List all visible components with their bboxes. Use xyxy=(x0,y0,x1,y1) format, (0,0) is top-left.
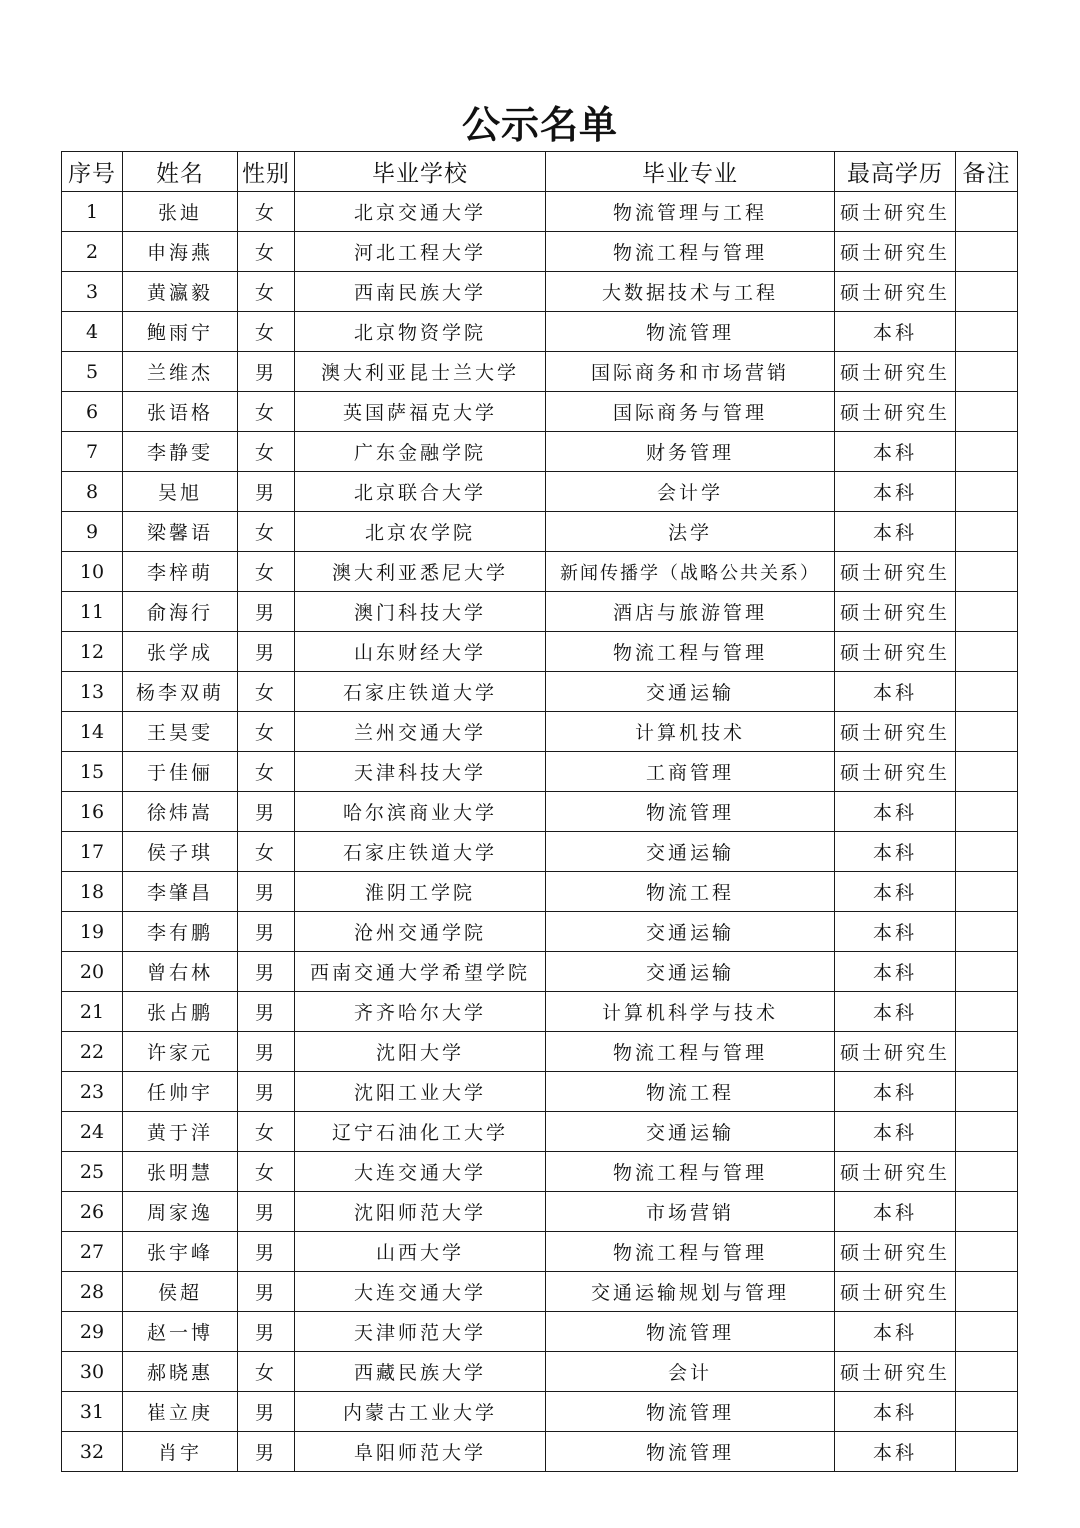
cell-remark xyxy=(956,792,1018,832)
cell-remark xyxy=(956,1192,1018,1232)
cell-school: 阜阳师范大学 xyxy=(295,1432,546,1472)
cell-seq: 5 xyxy=(62,352,123,392)
cell-seq: 29 xyxy=(62,1312,123,1352)
cell-major: 物流管理 xyxy=(546,1392,835,1432)
cell-seq: 13 xyxy=(62,672,123,712)
cell-school: 沧州交通学院 xyxy=(295,912,546,952)
cell-school: 齐齐哈尔大学 xyxy=(295,992,546,1032)
cell-remark xyxy=(956,912,1018,952)
cell-seq: 18 xyxy=(62,872,123,912)
cell-seq: 6 xyxy=(62,392,123,432)
cell-name: 兰维杰 xyxy=(123,352,238,392)
cell-remark xyxy=(956,592,1018,632)
cell-school: 内蒙古工业大学 xyxy=(295,1392,546,1432)
cell-name: 崔立庚 xyxy=(123,1392,238,1432)
cell-gender: 男 xyxy=(238,592,295,632)
table-row xyxy=(62,832,1018,872)
cell-degree: 硕士研究生 xyxy=(835,272,956,312)
cell-school: 西南交通大学希望学院 xyxy=(295,952,546,992)
cell-major: 市场营销 xyxy=(546,1192,835,1232)
cell-school: 澳门科技大学 xyxy=(295,592,546,632)
cell-remark xyxy=(956,752,1018,792)
cell-major: 物流工程 xyxy=(546,1072,835,1112)
cell-gender: 男 xyxy=(238,632,295,672)
cell-seq: 14 xyxy=(62,712,123,752)
table-row xyxy=(62,1272,1018,1312)
cell-school: 西南民族大学 xyxy=(295,272,546,312)
cell-gender: 女 xyxy=(238,1112,295,1152)
cell-school: 英国萨福克大学 xyxy=(295,392,546,432)
cell-school: 石家庄铁道大学 xyxy=(295,672,546,712)
cell-remark xyxy=(956,1352,1018,1392)
cell-school: 山东财经大学 xyxy=(295,632,546,672)
cell-remark xyxy=(956,432,1018,472)
cell-gender: 女 xyxy=(238,832,295,872)
cell-major: 会计 xyxy=(546,1352,835,1392)
cell-degree: 硕士研究生 xyxy=(835,1152,956,1192)
cell-school: 辽宁石油化工大学 xyxy=(295,1112,546,1152)
cell-school: 哈尔滨商业大学 xyxy=(295,792,546,832)
cell-remark xyxy=(956,552,1018,592)
cell-name: 鲍雨宁 xyxy=(123,312,238,352)
cell-remark xyxy=(956,472,1018,512)
cell-gender: 男 xyxy=(238,1072,295,1112)
cell-name: 侯子琪 xyxy=(123,832,238,872)
cell-name: 李静雯 xyxy=(123,432,238,472)
cell-name: 梁馨语 xyxy=(123,512,238,552)
cell-gender: 男 xyxy=(238,952,295,992)
cell-major: 物流管理 xyxy=(546,792,835,832)
cell-degree: 硕士研究生 xyxy=(835,1032,956,1072)
cell-remark xyxy=(956,1312,1018,1352)
table-row xyxy=(62,952,1018,992)
cell-gender: 男 xyxy=(238,792,295,832)
cell-seq: 17 xyxy=(62,832,123,872)
cell-remark xyxy=(956,312,1018,352)
cell-gender: 女 xyxy=(238,192,295,232)
cell-major: 工商管理 xyxy=(546,752,835,792)
cell-degree: 硕士研究生 xyxy=(835,392,956,432)
cell-major: 物流工程与管理 xyxy=(546,1032,835,1072)
header-name: 姓名 xyxy=(123,152,238,192)
cell-name: 张语格 xyxy=(123,392,238,432)
cell-name: 俞海行 xyxy=(123,592,238,632)
cell-degree: 本科 xyxy=(835,792,956,832)
table-body xyxy=(62,192,1018,1472)
cell-name: 张学成 xyxy=(123,632,238,672)
table-row xyxy=(62,512,1018,552)
cell-major: 物流管理与工程 xyxy=(546,192,835,232)
header-degree: 最高学历 xyxy=(835,152,956,192)
cell-major: 国际商务和市场营销 xyxy=(546,352,835,392)
cell-degree: 硕士研究生 xyxy=(835,352,956,392)
cell-degree: 本科 xyxy=(835,472,956,512)
cell-school: 河北工程大学 xyxy=(295,232,546,272)
cell-school: 大连交通大学 xyxy=(295,1272,546,1312)
table-row xyxy=(62,912,1018,952)
cell-degree: 本科 xyxy=(835,992,956,1032)
cell-remark xyxy=(956,632,1018,672)
cell-name: 李梓萌 xyxy=(123,552,238,592)
cell-name: 侯超 xyxy=(123,1272,238,1312)
table-row xyxy=(62,992,1018,1032)
cell-gender: 男 xyxy=(238,1032,295,1072)
cell-seq: 8 xyxy=(62,472,123,512)
table-row xyxy=(62,432,1018,472)
cell-gender: 女 xyxy=(238,232,295,272)
cell-major: 物流管理 xyxy=(546,1312,835,1352)
cell-degree: 硕士研究生 xyxy=(835,552,956,592)
cell-seq: 21 xyxy=(62,992,123,1032)
cell-seq: 20 xyxy=(62,952,123,992)
cell-degree: 硕士研究生 xyxy=(835,1352,956,1392)
cell-degree: 硕士研究生 xyxy=(835,752,956,792)
table-row xyxy=(62,1432,1018,1472)
cell-name: 李肇昌 xyxy=(123,872,238,912)
cell-degree: 本科 xyxy=(835,1072,956,1112)
cell-major: 交通运输 xyxy=(546,832,835,872)
cell-seq: 30 xyxy=(62,1352,123,1392)
cell-major: 大数据技术与工程 xyxy=(546,272,835,312)
cell-seq: 10 xyxy=(62,552,123,592)
cell-remark xyxy=(956,952,1018,992)
table-row xyxy=(62,632,1018,672)
cell-school: 沈阳大学 xyxy=(295,1032,546,1072)
cell-school: 西藏民族大学 xyxy=(295,1352,546,1392)
cell-remark xyxy=(956,1272,1018,1312)
cell-gender: 女 xyxy=(238,1152,295,1192)
table-header xyxy=(62,152,1018,192)
cell-degree: 本科 xyxy=(835,1192,956,1232)
cell-name: 李有鹏 xyxy=(123,912,238,952)
cell-seq: 27 xyxy=(62,1232,123,1272)
cell-major: 新闻传播学（战略公共关系） xyxy=(546,552,835,592)
cell-gender: 男 xyxy=(238,1312,295,1352)
cell-school: 兰州交通大学 xyxy=(295,712,546,752)
cell-gender: 女 xyxy=(238,672,295,712)
cell-gender: 男 xyxy=(238,1192,295,1232)
cell-name: 任帅宇 xyxy=(123,1072,238,1112)
cell-seq: 26 xyxy=(62,1192,123,1232)
cell-major: 交通运输 xyxy=(546,952,835,992)
cell-seq: 23 xyxy=(62,1072,123,1112)
cell-major: 物流管理 xyxy=(546,312,835,352)
cell-name: 张明慧 xyxy=(123,1152,238,1192)
cell-remark xyxy=(956,1032,1018,1072)
cell-school: 北京联合大学 xyxy=(295,472,546,512)
header-major: 毕业专业 xyxy=(546,152,835,192)
cell-remark xyxy=(956,1072,1018,1112)
cell-school: 石家庄铁道大学 xyxy=(295,832,546,872)
cell-seq: 11 xyxy=(62,592,123,632)
table-row xyxy=(62,792,1018,832)
table-row xyxy=(62,592,1018,632)
cell-name: 许家元 xyxy=(123,1032,238,1072)
header-row xyxy=(62,152,1018,192)
cell-seq: 22 xyxy=(62,1032,123,1072)
table-row xyxy=(62,1152,1018,1192)
cell-school: 沈阳师范大学 xyxy=(295,1192,546,1232)
cell-gender: 男 xyxy=(238,1272,295,1312)
cell-major: 交通运输规划与管理 xyxy=(546,1272,835,1312)
cell-school: 天津师范大学 xyxy=(295,1312,546,1352)
cell-degree: 本科 xyxy=(835,872,956,912)
cell-gender: 女 xyxy=(238,432,295,472)
cell-gender: 女 xyxy=(238,392,295,432)
cell-degree: 硕士研究生 xyxy=(835,1272,956,1312)
cell-seq: 9 xyxy=(62,512,123,552)
cell-major: 物流工程与管理 xyxy=(546,632,835,672)
cell-degree: 本科 xyxy=(835,512,956,552)
table-row xyxy=(62,232,1018,272)
cell-gender: 女 xyxy=(238,752,295,792)
cell-degree: 本科 xyxy=(835,672,956,712)
cell-degree: 本科 xyxy=(835,1432,956,1472)
cell-remark xyxy=(956,352,1018,392)
cell-school: 山西大学 xyxy=(295,1232,546,1272)
cell-remark xyxy=(956,192,1018,232)
cell-school: 北京交通大学 xyxy=(295,192,546,232)
table-row xyxy=(62,1192,1018,1232)
cell-major: 财务管理 xyxy=(546,432,835,472)
cell-gender: 男 xyxy=(238,472,295,512)
table-row xyxy=(62,1032,1018,1072)
cell-major: 计算机技术 xyxy=(546,712,835,752)
cell-gender: 男 xyxy=(238,992,295,1032)
cell-major: 物流工程与管理 xyxy=(546,1152,835,1192)
cell-major: 国际商务与管理 xyxy=(546,392,835,432)
cell-name: 于佳俪 xyxy=(123,752,238,792)
header-remark: 备注 xyxy=(956,152,1018,192)
cell-seq: 24 xyxy=(62,1112,123,1152)
cell-degree: 本科 xyxy=(835,432,956,472)
table-row xyxy=(62,552,1018,592)
cell-gender: 男 xyxy=(238,872,295,912)
table-row xyxy=(62,1232,1018,1272)
cell-degree: 硕士研究生 xyxy=(835,592,956,632)
cell-name: 徐炜嵩 xyxy=(123,792,238,832)
cell-name: 黄瀛毅 xyxy=(123,272,238,312)
cell-gender: 女 xyxy=(238,552,295,592)
cell-school: 天津科技大学 xyxy=(295,752,546,792)
cell-seq: 7 xyxy=(62,432,123,472)
cell-remark xyxy=(956,832,1018,872)
table-row xyxy=(62,1352,1018,1392)
table-row xyxy=(62,312,1018,352)
cell-gender: 女 xyxy=(238,312,295,352)
cell-remark xyxy=(956,672,1018,712)
cell-name: 申海燕 xyxy=(123,232,238,272)
page-title: 公示名单 xyxy=(461,103,618,147)
cell-degree: 本科 xyxy=(835,1392,956,1432)
cell-remark xyxy=(956,712,1018,752)
cell-degree: 本科 xyxy=(835,1112,956,1152)
cell-degree: 本科 xyxy=(835,1312,956,1352)
cell-school: 澳大利亚悉尼大学 xyxy=(295,552,546,592)
cell-degree: 硕士研究生 xyxy=(835,1232,956,1272)
cell-school: 北京农学院 xyxy=(295,512,546,552)
cell-seq: 3 xyxy=(62,272,123,312)
cell-major: 物流工程与管理 xyxy=(546,232,835,272)
cell-remark xyxy=(956,392,1018,432)
table-row xyxy=(62,872,1018,912)
table-row xyxy=(62,1312,1018,1352)
cell-major: 会计学 xyxy=(546,472,835,512)
cell-major: 物流工程与管理 xyxy=(546,1232,835,1272)
cell-seq: 31 xyxy=(62,1392,123,1432)
table-row xyxy=(62,1112,1018,1152)
cell-remark xyxy=(956,1232,1018,1272)
cell-seq: 12 xyxy=(62,632,123,672)
table-row xyxy=(62,1072,1018,1112)
cell-school: 大连交通大学 xyxy=(295,1152,546,1192)
cell-remark xyxy=(956,1112,1018,1152)
cell-major: 交通运输 xyxy=(546,1112,835,1152)
header-seq: 序号 xyxy=(62,152,123,192)
cell-name: 周家逸 xyxy=(123,1192,238,1232)
cell-degree: 硕士研究生 xyxy=(835,232,956,272)
table-row xyxy=(62,352,1018,392)
cell-name: 张宇峰 xyxy=(123,1232,238,1272)
cell-major: 物流工程 xyxy=(546,872,835,912)
cell-major: 酒店与旅游管理 xyxy=(546,592,835,632)
cell-gender: 女 xyxy=(238,272,295,312)
cell-gender: 男 xyxy=(238,352,295,392)
cell-seq: 16 xyxy=(62,792,123,832)
cell-name: 黄于洋 xyxy=(123,1112,238,1152)
cell-name: 郝晓惠 xyxy=(123,1352,238,1392)
cell-gender: 男 xyxy=(238,1232,295,1272)
cell-major: 交通运输 xyxy=(546,912,835,952)
cell-seq: 4 xyxy=(62,312,123,352)
table-row xyxy=(62,272,1018,312)
table-row xyxy=(62,1392,1018,1432)
cell-remark xyxy=(956,1432,1018,1472)
table-row xyxy=(62,752,1018,792)
cell-seq: 28 xyxy=(62,1272,123,1312)
cell-seq: 2 xyxy=(62,232,123,272)
cell-seq: 32 xyxy=(62,1432,123,1472)
cell-degree: 本科 xyxy=(835,832,956,872)
cell-school: 澳大利亚昆士兰大学 xyxy=(295,352,546,392)
cell-remark xyxy=(956,232,1018,272)
cell-seq: 15 xyxy=(62,752,123,792)
cell-degree: 硕士研究生 xyxy=(835,712,956,752)
cell-gender: 男 xyxy=(238,1432,295,1472)
cell-name: 曾右林 xyxy=(123,952,238,992)
cell-name: 赵一博 xyxy=(123,1312,238,1352)
cell-major: 交通运输 xyxy=(546,672,835,712)
cell-degree: 本科 xyxy=(835,952,956,992)
header-school: 毕业学校 xyxy=(295,152,546,192)
cell-name: 吴旭 xyxy=(123,472,238,512)
cell-remark xyxy=(956,1152,1018,1192)
table-row xyxy=(62,392,1018,432)
cell-gender: 男 xyxy=(238,1392,295,1432)
cell-school: 北京物资学院 xyxy=(295,312,546,352)
cell-remark xyxy=(956,1392,1018,1432)
cell-name: 张迪 xyxy=(123,192,238,232)
cell-remark xyxy=(956,272,1018,312)
cell-remark xyxy=(956,992,1018,1032)
cell-name: 张占鹏 xyxy=(123,992,238,1032)
header-gender: 性别 xyxy=(238,152,295,192)
cell-gender: 女 xyxy=(238,512,295,552)
cell-major: 计算机科学与技术 xyxy=(546,992,835,1032)
cell-gender: 女 xyxy=(238,1352,295,1392)
cell-degree: 本科 xyxy=(835,312,956,352)
cell-name: 王昊雯 xyxy=(123,712,238,752)
cell-gender: 女 xyxy=(238,712,295,752)
table-row xyxy=(62,192,1018,232)
cell-gender: 男 xyxy=(238,912,295,952)
cell-major: 法学 xyxy=(546,512,835,552)
cell-remark xyxy=(956,512,1018,552)
cell-seq: 19 xyxy=(62,912,123,952)
cell-name: 肖宇 xyxy=(123,1432,238,1472)
cell-remark xyxy=(956,872,1018,912)
table-row xyxy=(62,712,1018,752)
roster-table xyxy=(61,151,1018,1472)
cell-school: 广东金融学院 xyxy=(295,432,546,472)
cell-seq: 25 xyxy=(62,1152,123,1192)
cell-school: 沈阳工业大学 xyxy=(295,1072,546,1112)
cell-seq: 1 xyxy=(62,192,123,232)
cell-degree: 硕士研究生 xyxy=(835,632,956,672)
table-row xyxy=(62,672,1018,712)
cell-degree: 本科 xyxy=(835,912,956,952)
cell-name: 杨李双萌 xyxy=(123,672,238,712)
cell-degree: 硕士研究生 xyxy=(835,192,956,232)
cell-major: 物流管理 xyxy=(546,1432,835,1472)
cell-school: 淮阴工学院 xyxy=(295,872,546,912)
table-row xyxy=(62,472,1018,512)
